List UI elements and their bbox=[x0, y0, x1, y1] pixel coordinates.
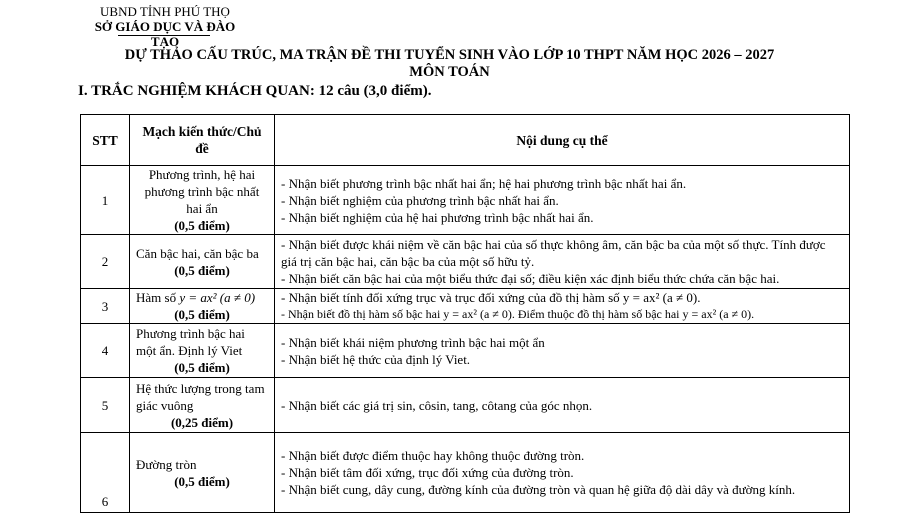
content-cell bbox=[275, 378, 850, 433]
topic-points: (0,5 điểm) bbox=[174, 218, 230, 233]
topic-cell bbox=[130, 289, 275, 324]
row-number: 6 bbox=[81, 433, 130, 513]
topic-cell bbox=[130, 433, 275, 513]
org-line-province: UBND TỈNH PHÚ THỌ bbox=[100, 4, 230, 19]
content-item: - Nhận biết cung, dây cung, đường kính của đường tròn và quan hệ giữa độ dài dây và đường kính. bbox=[281, 482, 796, 497]
topic-label-with-formula bbox=[136, 289, 268, 306]
table-row bbox=[81, 433, 850, 513]
document-title: DỰ THẢO CẤU TRÚC, MA TRẬN ĐỀ THI TUYỂN SINH VÀO LỚP 10 THPT NĂM HỌC 2026 – 2027 bbox=[124, 47, 775, 63]
org-underline bbox=[118, 35, 210, 36]
topic-cell bbox=[130, 235, 275, 289]
topic-label: Căn bậc hai, căn bậc ba bbox=[136, 245, 259, 261]
row-number: 3 bbox=[81, 289, 130, 324]
content-item: - Nhận biết căn bậc hai của một biểu thức đại số; điều kiện xác định biểu thức chứa căn bậc hai. bbox=[281, 271, 780, 286]
topic-cell bbox=[130, 166, 275, 235]
table-row bbox=[81, 378, 850, 433]
content-cell bbox=[275, 324, 850, 378]
content-item: - Nhận biết các giá trị sin, côsin, tang, côtang của góc nhọn. bbox=[281, 397, 593, 413]
topic-points: (0,25 điểm) bbox=[170, 414, 234, 430]
content-item: - Nhận biết hệ thức của định lý Viet. bbox=[281, 351, 471, 367]
topic-points: (0,5 điểm) bbox=[174, 473, 230, 489]
content-item: - Nhận biết nghiệm của hệ hai phương trình bậc nhất hai ẩn. bbox=[281, 209, 594, 225]
row-number: 4 bbox=[81, 324, 130, 378]
topic-formula: y = ax² (a ≠ 0) bbox=[179, 290, 256, 305]
table-row bbox=[81, 166, 850, 235]
content-cell bbox=[275, 166, 850, 235]
topic-cell bbox=[130, 378, 275, 433]
row-number: 1 bbox=[81, 166, 130, 235]
header-topic: Mạch kiến thức/Chủ đề bbox=[130, 115, 275, 166]
content-cell bbox=[275, 235, 850, 289]
topic-cell bbox=[130, 324, 275, 378]
content-item: - Nhận biết tính đối xứng trục và trục đối xứng của đồ thị hàm số y = ax² (a ≠ 0). bbox=[281, 290, 701, 305]
document-subject: MÔN TOÁN bbox=[409, 64, 490, 80]
row-number: 2 bbox=[81, 235, 130, 289]
content-item: - Nhận biết nghiệm của phương trình bậc nhất hai ẩn. bbox=[281, 192, 559, 208]
header-stt: STT bbox=[81, 115, 130, 166]
header-content: Nội dung cụ thể bbox=[275, 115, 850, 166]
table-header-row bbox=[81, 115, 850, 166]
topic-label: Hệ thức lượng trong tam giác vuông bbox=[136, 380, 265, 413]
content-item: - Nhận biết được điểm thuộc hay không thuộc đường tròn. bbox=[281, 448, 585, 463]
content-cell bbox=[275, 433, 850, 513]
content-item: - Nhận biết đồ thị hàm số bậc hai y = ax² (a ≠ 0). Điểm thuộc đồ thị hàm số bậc hai y = ax² (a ≠ 0). bbox=[281, 307, 755, 321]
content-item: - Nhận biết phương trình bậc nhất hai ẩn; hệ hai phương trình bậc nhất hai ẩn. bbox=[281, 175, 687, 191]
topic-points: (0,5 điểm) bbox=[174, 360, 230, 375]
topic-label: Phương trình bậc hai một ẩn. Định lý Viet bbox=[136, 326, 245, 358]
content-item: - Nhận biết khái niệm phương trình bậc hai một ẩn bbox=[281, 334, 545, 350]
structure-table bbox=[80, 114, 850, 513]
table-row bbox=[81, 235, 850, 289]
content-item: - Nhận biết tâm đối xứng, trục đối xứng của đường tròn. bbox=[281, 465, 574, 480]
content-cell bbox=[275, 289, 850, 324]
topic-points: (0,5 điểm) bbox=[174, 262, 230, 278]
topic-points: (0,5 điểm) bbox=[174, 307, 230, 322]
topic-label: Phương trình, hệ hai phương trình bậc nhất hai ẩn bbox=[144, 167, 260, 216]
table-row bbox=[81, 324, 850, 378]
topic-label: Hàm số bbox=[136, 290, 177, 305]
row-number: 5 bbox=[81, 378, 130, 433]
topic-label: Đường tròn bbox=[136, 456, 197, 472]
section-heading: I. TRẮC NGHIỆM KHÁCH QUAN: 12 câu (3,0 điểm). bbox=[78, 83, 432, 99]
content-item: - Nhận biết được khái niệm về căn bậc hai của số thực không âm, căn bậc ba của một số thực. Tính được giá trị căn bậc hai, căn bậc ba của một số hữu tỷ. bbox=[281, 237, 826, 269]
table-row bbox=[81, 289, 850, 324]
org-line-department: SỞ GIÁO DỤC VÀ ĐÀO TẠO bbox=[94, 19, 236, 49]
issuing-organization bbox=[80, 4, 250, 49]
